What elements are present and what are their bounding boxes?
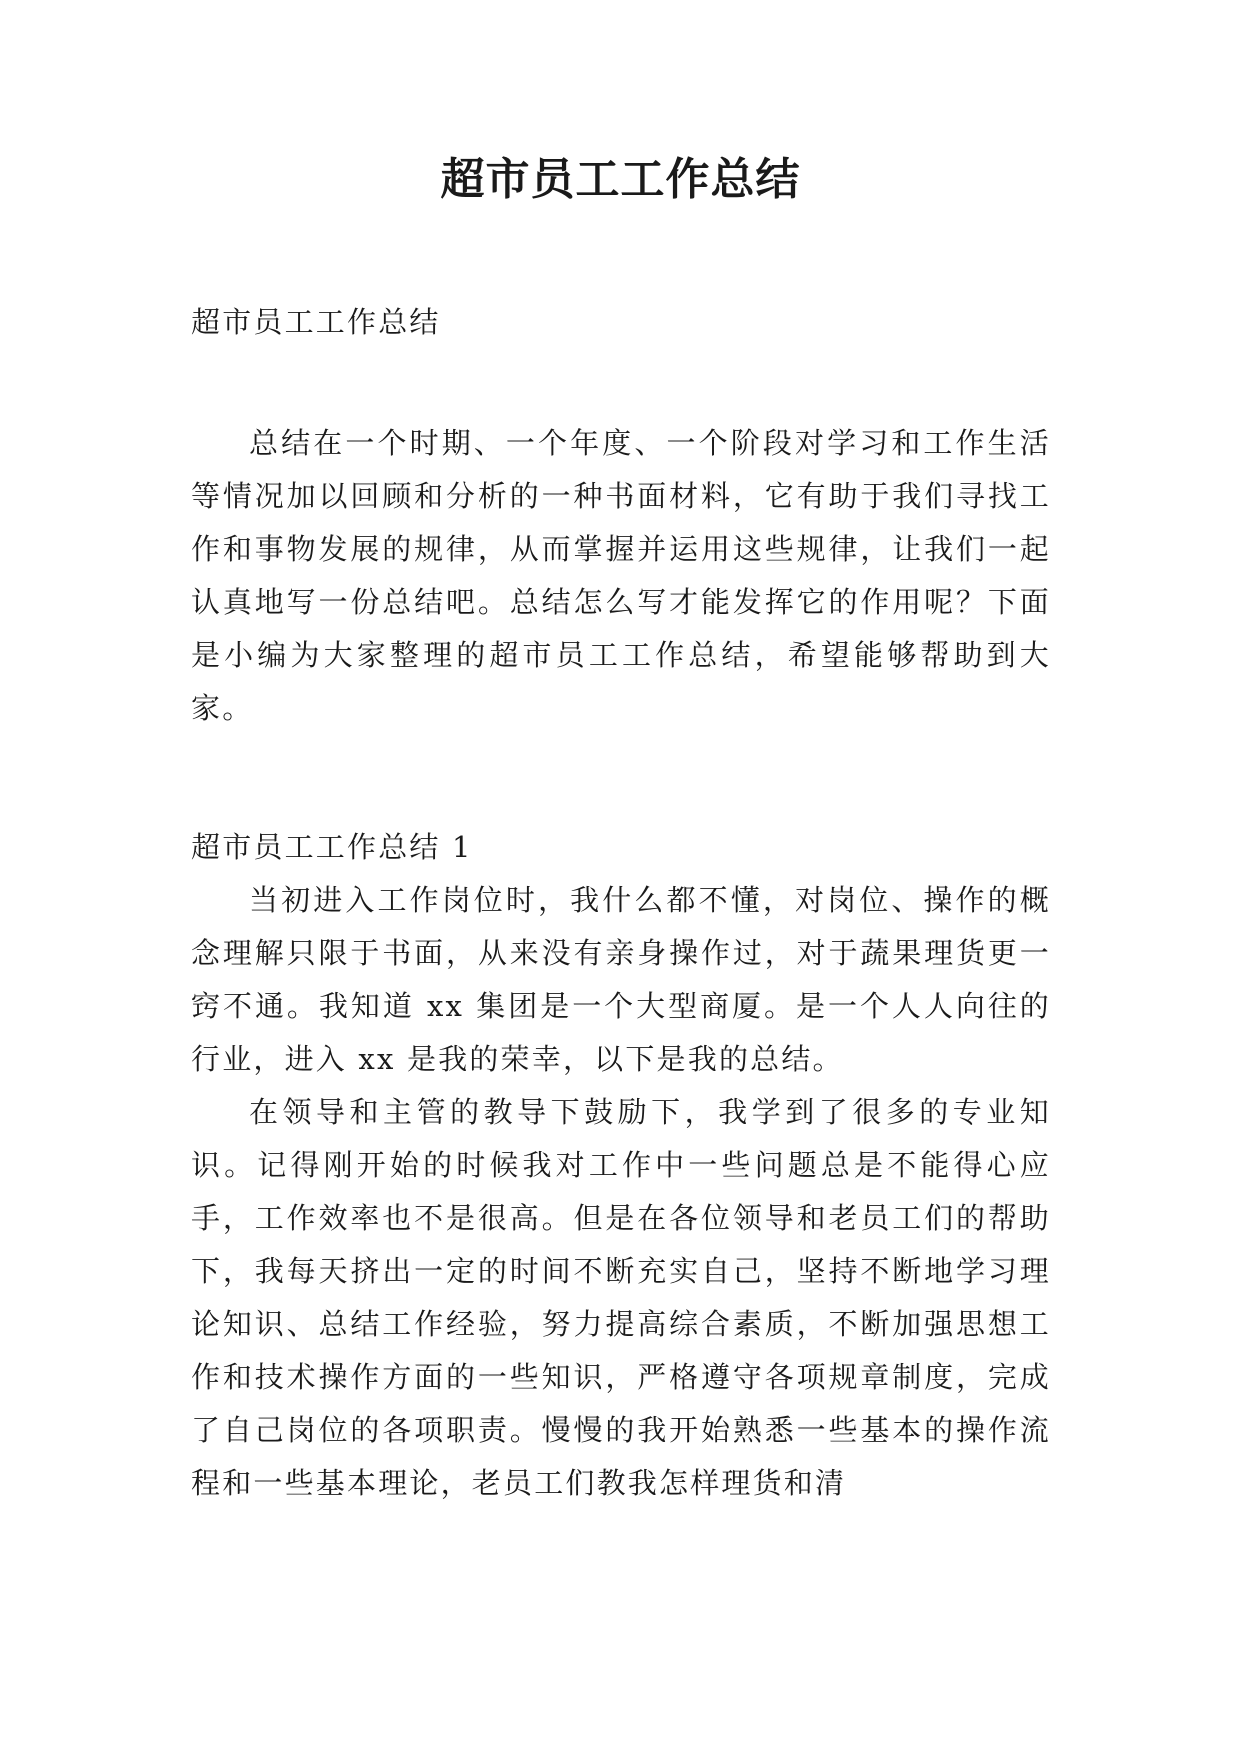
intro-paragraph: 总结在一个时期、一个年度、一个阶段对学习和工作生活等情况加以回顾和分析的一种书面材料，它有助于我们寻找工作和事物发展的规律，从而掌握并运用这些规律，让我们一起认真地写一份总结吧。总结怎么写才能发挥它的作用呢？下面是小编为大家整理的超市员工工作总结，希望能够帮助到大家。 (191, 426, 1051, 725)
section-heading: 超市员工工作总结 1 (191, 830, 473, 864)
document-title: 超市员工工作总结 (440, 154, 801, 205)
spacer (191, 735, 1051, 821)
spacer (191, 349, 1051, 417)
document-subtitle: 超市员工工作总结 (191, 305, 441, 339)
document-body (191, 296, 1051, 1510)
section-paragraph: 当初进入工作岗位时，我什么都不懂，对岗位、操作的概念理解只限于书面，从来没有亲身操作过，对于蔬果理货更一窍不通。我知道 xx 集团是一个大型商厦。是一个人人向往的行业，进入 xx 是我的荣幸，以下是我的总结。 (191, 883, 1051, 1076)
section-paragraph: 在领导和主管的教导下鼓励下，我学到了很多的专业知识。记得刚开始的时候我对工作中一些问题总是不能得心应手，工作效率也不是很高。但是在各位领导和老员工们的帮助下，我每天挤出一定的时间不断充实自己，坚持不断地学习理论知识、总结工作经验，努力提高综合素质，不断加强思想工作和技术操作方面的一些知识，严格遵守各项规章制度，完成了自己岗位的各项职责。慢慢的我开始熟悉一些基本的操作流程和一些基本理论，老员工们教我怎样理货和清 (191, 1095, 1051, 1500)
